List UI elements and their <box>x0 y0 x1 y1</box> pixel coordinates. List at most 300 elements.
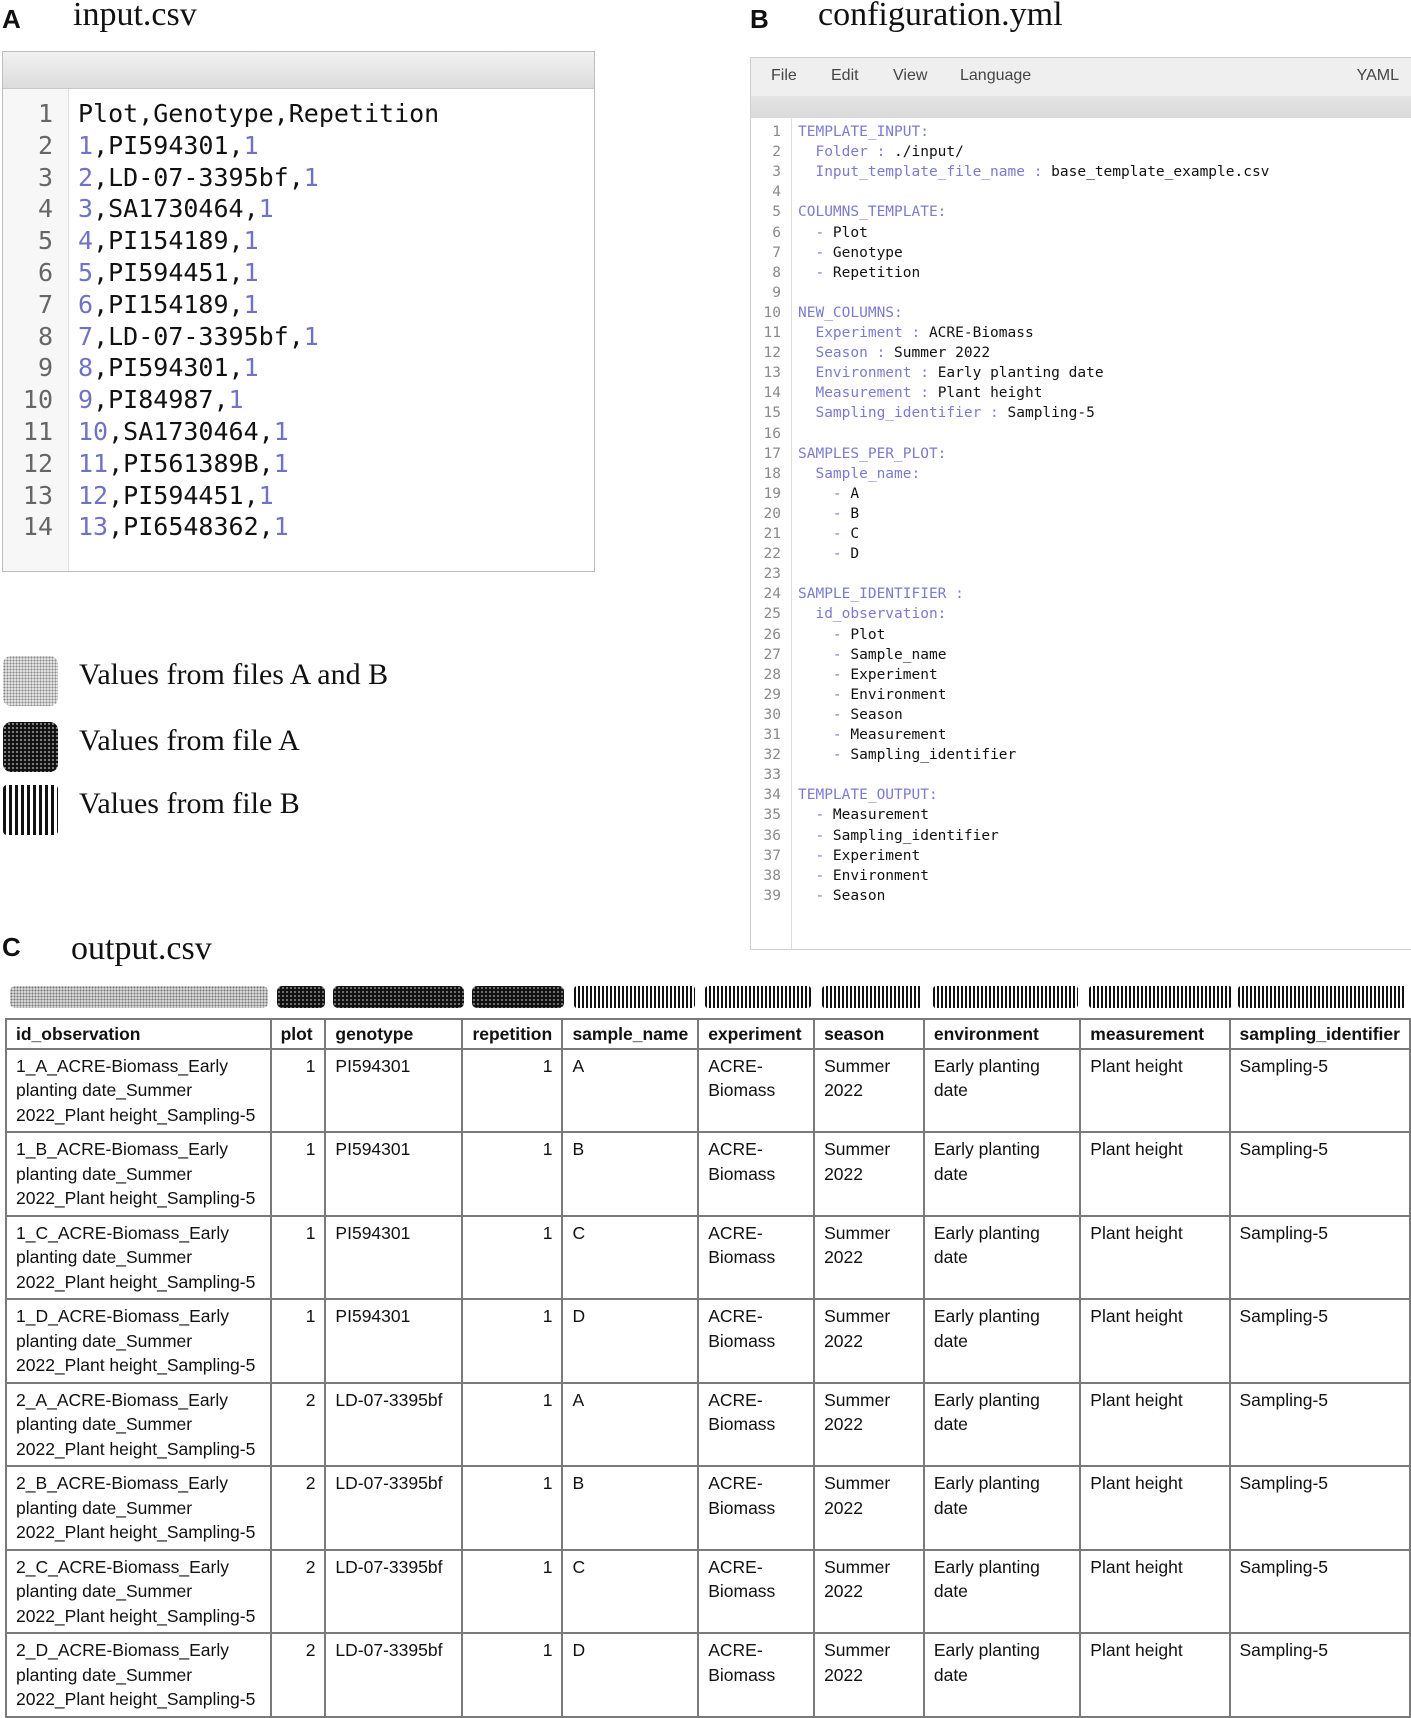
code-token: ,SA1730464, <box>108 417 274 446</box>
line-text <box>798 403 1095 423</box>
code-token: D <box>850 546 860 563</box>
line-text <box>798 484 859 504</box>
table-cell: Sampling-5 <box>1230 1466 1411 1550</box>
code-token: ACRE-Biomass <box>928 325 1034 341</box>
table-header-row <box>6 1019 1410 1049</box>
table-cell: Sampling-5 <box>1230 1550 1411 1634</box>
line-number: 5 <box>37 226 53 256</box>
code-token: Season : <box>798 345 895 362</box>
panel-c-title: output.csv <box>71 930 212 967</box>
table-cell: B <box>562 1132 698 1216</box>
code-token: - <box>798 485 851 502</box>
code-token: 1 <box>78 130 94 160</box>
code-token: Sampling_identifier <box>850 747 1017 764</box>
line-number: 19 <box>763 485 781 502</box>
table-cell: Early planting date <box>924 1132 1080 1216</box>
code-token: ,PI84987, <box>93 385 229 415</box>
code-token: 1 <box>273 417 289 446</box>
code-token: 1 <box>303 162 319 192</box>
table-cell: 1 <box>271 1049 326 1133</box>
table-cell: 1 <box>462 1466 562 1550</box>
table-cell: 1 <box>462 1550 562 1634</box>
line-text <box>798 886 885 906</box>
code-token: 8 <box>78 353 94 383</box>
line-text <box>798 243 903 263</box>
table-cell: C <box>562 1216 698 1300</box>
line-text <box>798 745 1016 765</box>
code-token: - <box>798 505 851 522</box>
line-number: 28 <box>763 666 781 683</box>
table-cell: 2_D_ACRE-Biomass_Early planting date_Summer 2022_Plant height_Sampling-5 <box>6 1633 271 1717</box>
table-cell: 1 <box>462 1049 562 1133</box>
table-row <box>6 1466 1410 1550</box>
table-cell: A <box>562 1383 698 1467</box>
line-number: 6 <box>37 258 53 287</box>
code-token: ./input/ <box>894 144 964 161</box>
line-number: 26 <box>763 626 781 643</box>
table-cell: Summer 2022 <box>814 1550 924 1634</box>
table-cell: Plant height <box>1080 1049 1229 1133</box>
line-text <box>78 288 259 322</box>
table-cell: 1_A_ACRE-Biomass_Early planting date_Summer 2022_Plant height_Sampling-5 <box>6 1049 271 1133</box>
legend-label-file-a: Values from file A <box>79 724 300 757</box>
line-text <box>798 122 929 142</box>
table-cell: Sampling-5 <box>1230 1299 1411 1383</box>
code-token: ,PI154189, <box>93 289 244 319</box>
menu-language[interactable]: Language <box>960 67 1032 84</box>
code-token: base_template_example.csv <box>1051 164 1270 181</box>
table-cell: ACRE-Biomass <box>698 1466 814 1550</box>
language-mode: YAML <box>1356 67 1399 84</box>
code-token: - <box>798 526 851 542</box>
table-cell: C <box>562 1550 698 1634</box>
code-token: Folder : <box>798 144 895 161</box>
menu-view[interactable]: View <box>893 67 928 84</box>
code-token: Summer 2022 <box>894 345 991 362</box>
line-text <box>798 665 938 685</box>
code-token: ,SA1730464, <box>93 194 259 224</box>
line-number: 22 <box>763 546 781 563</box>
line-number: 31 <box>763 727 781 743</box>
table-cell: 1 <box>462 1216 562 1300</box>
table-cell: Summer 2022 <box>814 1049 924 1133</box>
line-text <box>798 202 946 222</box>
configuration-yml-editor <box>750 57 1411 950</box>
code-token: Plant height <box>937 385 1043 402</box>
table-cell: 1 <box>271 1132 326 1216</box>
code-token: ,LD-07-3395bf, <box>93 321 304 351</box>
line-text <box>78 447 289 481</box>
line-text <box>798 826 999 846</box>
line-text <box>798 685 946 705</box>
code-token: Measurement <box>850 727 947 743</box>
table-cell: Early planting date <box>924 1550 1080 1634</box>
line-text <box>798 464 920 484</box>
table-cell: Summer 2022 <box>814 1216 924 1300</box>
table-row <box>6 1049 1410 1133</box>
line-number: 33 <box>763 767 781 784</box>
line-text <box>78 351 259 385</box>
line-text <box>78 383 244 417</box>
pattern-bar-file-b <box>574 986 695 1008</box>
table-cell: Summer 2022 <box>814 1466 924 1550</box>
line-number: 8 <box>37 321 53 351</box>
line-number: 7 <box>37 289 53 319</box>
line-number: 3 <box>772 164 781 181</box>
column-header: plot <box>271 1019 326 1049</box>
column-header: measurement <box>1080 1019 1229 1049</box>
table-cell: 1 <box>462 1383 562 1467</box>
code-token: Season <box>832 887 886 904</box>
line-text <box>798 524 859 544</box>
table-cell: Summer 2022 <box>814 1299 924 1383</box>
line-text <box>798 303 903 323</box>
line-number: 37 <box>763 847 781 864</box>
line-text <box>78 320 319 354</box>
line-number: 8 <box>772 264 781 281</box>
line-text <box>798 705 903 725</box>
legend-label-file-b: Values from file B <box>79 787 300 820</box>
table-cell: 1 <box>462 1633 562 1717</box>
code-token: Plot,Genotype,Repetition <box>78 99 440 128</box>
code-token: ,PI561389B, <box>108 448 274 478</box>
line-number: 17 <box>763 445 781 462</box>
code-token: ,LD-07-3395bf, <box>93 162 304 192</box>
panel-b-title: configuration.yml <box>818 0 1063 33</box>
line-text <box>798 142 964 162</box>
table-cell: Plant height <box>1080 1550 1229 1634</box>
line-number: 14 <box>763 385 781 402</box>
pattern-bar-file-a <box>472 986 564 1008</box>
line-text <box>798 584 964 604</box>
line-text <box>798 645 946 665</box>
code-token: - <box>798 646 851 663</box>
code-token: 9 <box>78 385 94 415</box>
panel-a-title: input.csv <box>73 0 197 33</box>
code-token: 1 <box>243 226 259 256</box>
code-token: - <box>798 626 851 643</box>
line-number: 9 <box>772 284 781 301</box>
column-header: id_observation <box>6 1019 271 1049</box>
line-text <box>78 256 259 290</box>
code-token: Environment : <box>798 365 938 382</box>
code-token: ,PI594301, <box>93 130 244 160</box>
code-token: ,PI594451, <box>93 258 244 287</box>
code-token: SAMPLES_PER_PLOT: <box>798 445 947 462</box>
code-token: C <box>850 526 860 542</box>
line-number: 14 <box>22 512 53 542</box>
table-row <box>6 1132 1410 1216</box>
line-number: 39 <box>763 887 781 904</box>
table-cell: 2 <box>271 1466 326 1550</box>
table-cell: Early planting date <box>924 1049 1080 1133</box>
table-cell: ACRE-Biomass <box>698 1383 814 1467</box>
code-token: - <box>798 827 833 844</box>
line-number: 2 <box>772 144 781 161</box>
table-cell: Early planting date <box>924 1633 1080 1717</box>
table-cell: 1 <box>271 1216 326 1300</box>
code-token: Sampling_identifier <box>832 827 999 844</box>
code-token: 6 <box>78 289 94 319</box>
input-csv-code <box>3 89 594 571</box>
line-number: 29 <box>763 686 781 703</box>
table-cell: LD-07-3395bf <box>325 1633 462 1717</box>
code-token: COLUMNS_TEMPLATE: <box>798 204 947 221</box>
code-token: - <box>798 867 833 884</box>
code-token: 10 <box>78 417 109 446</box>
code-token: - <box>798 546 851 563</box>
line-text <box>798 323 1034 343</box>
line-number: 16 <box>763 425 781 442</box>
line-number: 11 <box>22 417 53 446</box>
pattern-bar-both <box>10 986 268 1008</box>
table-cell: ACRE-Biomass <box>698 1550 814 1634</box>
table-cell: Summer 2022 <box>814 1383 924 1467</box>
table-cell: ACRE-Biomass <box>698 1132 814 1216</box>
line-number: 36 <box>763 827 781 844</box>
line-number: 1 <box>772 124 781 140</box>
line-number: 7 <box>772 244 781 261</box>
code-token: ,PI594301, <box>93 353 244 383</box>
column-header: environment <box>924 1019 1080 1049</box>
pattern-bar-file-b <box>1089 986 1232 1008</box>
code-token: Environment <box>832 867 929 884</box>
pattern-bar-file-b <box>822 986 922 1008</box>
line-number: 20 <box>763 505 781 522</box>
table-cell: Early planting date <box>924 1299 1080 1383</box>
line-text <box>78 415 289 449</box>
code-token: 1 <box>228 385 244 415</box>
output-table <box>5 1018 1411 1718</box>
line-text <box>798 846 920 866</box>
table-cell: Plant height <box>1080 1299 1229 1383</box>
code-token: 1 <box>243 130 259 160</box>
code-token: Early planting date <box>937 365 1104 382</box>
editor-toolbar <box>3 52 594 89</box>
table-cell: ACRE-Biomass <box>698 1299 814 1383</box>
table-cell: 1_B_ACRE-Biomass_Early planting date_Summer 2022_Plant height_Sampling-5 <box>6 1132 271 1216</box>
pattern-bar-file-a <box>333 986 464 1008</box>
code-token: Environment <box>850 686 947 703</box>
code-token: ,PI154189, <box>93 226 244 256</box>
line-text <box>798 162 1269 182</box>
code-token: - <box>798 264 833 281</box>
table-cell: Sampling-5 <box>1230 1216 1411 1300</box>
table-cell: Summer 2022 <box>814 1633 924 1717</box>
table-row <box>6 1633 1410 1717</box>
code-token: 1 <box>243 289 259 319</box>
code-token: Measurement : <box>798 385 938 402</box>
line-number: 13 <box>763 365 781 382</box>
line-text <box>78 510 289 544</box>
table-cell: 2_C_ACRE-Biomass_Early planting date_Summer 2022_Plant height_Sampling-5 <box>6 1550 271 1634</box>
table-cell: Early planting date <box>924 1216 1080 1300</box>
code-token: Sample_name: <box>798 465 921 482</box>
table-cell: LD-07-3395bf <box>325 1383 462 1467</box>
code-token: Sampling-5 <box>1007 405 1095 422</box>
line-number: 12 <box>763 345 781 362</box>
code-token: 12 <box>78 480 109 510</box>
code-token: 1 <box>258 480 274 510</box>
line-number: 1 <box>37 99 53 128</box>
code-token: NEW_COLUMNS: <box>798 304 903 321</box>
pattern-bar-file-b <box>1238 986 1406 1008</box>
code-token: 13 <box>78 512 109 542</box>
line-text <box>798 383 1042 403</box>
code-token: - <box>798 666 851 683</box>
line-number: 21 <box>763 526 781 542</box>
table-cell: Plant height <box>1080 1132 1229 1216</box>
code-token: A <box>850 485 860 502</box>
line-number: 6 <box>772 224 781 241</box>
code-token: 1 <box>273 448 289 478</box>
line-number: 4 <box>37 194 53 224</box>
line-text <box>798 544 859 564</box>
line-text <box>798 725 946 745</box>
code-token: 7 <box>78 321 94 351</box>
table-row <box>6 1216 1410 1300</box>
table-body <box>6 1049 1410 1717</box>
panel-b-label: B <box>750 4 769 34</box>
code-token: TEMPLATE_INPUT: <box>798 124 929 140</box>
code-token: 5 <box>78 258 94 287</box>
line-number: 24 <box>763 586 781 603</box>
panel-a-label: A <box>2 4 21 34</box>
table-row <box>6 1299 1410 1383</box>
line-number: 32 <box>763 747 781 764</box>
pattern-stripe-swatch <box>3 785 58 835</box>
code-token: Experiment <box>850 666 938 683</box>
table-cell: A <box>562 1049 698 1133</box>
code-token: Repetition <box>832 264 921 281</box>
column-header: experiment <box>698 1019 814 1049</box>
code-token: Plot <box>850 626 886 643</box>
pattern-light-swatch <box>3 656 58 706</box>
column-header: sample_name <box>562 1019 698 1049</box>
code-token: - <box>798 224 833 241</box>
line-text <box>798 444 946 464</box>
code-token: - <box>798 847 833 864</box>
table-cell: 2_A_ACRE-Biomass_Early planting date_Summer 2022_Plant height_Sampling-5 <box>6 1383 271 1467</box>
pattern-dark-swatch <box>3 722 58 772</box>
panel-c-label: C <box>2 932 21 962</box>
line-number: 15 <box>763 405 781 422</box>
line-text <box>78 129 259 163</box>
table-row <box>6 1550 1410 1634</box>
legend-label-both: Values from files A and B <box>79 658 389 691</box>
table-cell: Sampling-5 <box>1230 1633 1411 1717</box>
code-token: Genotype <box>832 244 903 261</box>
table-row <box>6 1383 1410 1467</box>
pattern-bar-file-b <box>933 986 1078 1008</box>
line-number: 38 <box>763 867 781 884</box>
line-text <box>78 224 259 258</box>
code-token: - <box>798 727 851 743</box>
pattern-bar-file-a <box>277 986 325 1008</box>
line-number: 34 <box>763 787 781 804</box>
table-cell: PI594301 <box>325 1216 462 1300</box>
code-token: - <box>798 706 851 723</box>
code-token: 1 <box>243 258 259 287</box>
table-cell: LD-07-3395bf <box>325 1466 462 1550</box>
code-token: SAMPLE_IDENTIFIER : <box>798 586 964 603</box>
table-cell: PI594301 <box>325 1132 462 1216</box>
menu-edit[interactable]: Edit <box>831 67 859 84</box>
table-cell: 2_B_ACRE-Biomass_Early planting date_Summer 2022_Plant height_Sampling-5 <box>6 1466 271 1550</box>
line-text <box>798 263 920 283</box>
table-cell: LD-07-3395bf <box>325 1550 462 1634</box>
table-cell: Plant height <box>1080 1633 1229 1717</box>
table-cell: Early planting date <box>924 1383 1080 1467</box>
code-token: Sampling_identifier : <box>798 405 1008 422</box>
line-text <box>798 223 868 243</box>
table-cell: 1_C_ACRE-Biomass_Early planting date_Summer 2022_Plant height_Sampling-5 <box>6 1216 271 1300</box>
table-cell: 1_D_ACRE-Biomass_Early planting date_Summer 2022_Plant height_Sampling-5 <box>6 1299 271 1383</box>
table-cell: 2 <box>271 1383 326 1467</box>
column-header: season <box>814 1019 924 1049</box>
table-cell: ACRE-Biomass <box>698 1049 814 1133</box>
code-token: Experiment : <box>798 325 929 341</box>
table-cell: ACRE-Biomass <box>698 1633 814 1717</box>
line-number: 30 <box>763 706 781 723</box>
pattern-bar-file-b <box>705 986 811 1008</box>
line-text <box>798 805 929 825</box>
line-number: 4 <box>772 184 781 201</box>
table-cell: Early planting date <box>924 1466 1080 1550</box>
table-cell: Sampling-5 <box>1230 1383 1411 1467</box>
table-cell: Sampling-5 <box>1230 1049 1411 1133</box>
menu-file[interactable]: File <box>771 67 797 84</box>
line-number: 35 <box>763 807 781 824</box>
table-cell: B <box>562 1466 698 1550</box>
line-number: 11 <box>763 325 781 341</box>
line-text <box>798 604 946 624</box>
line-number: 10 <box>22 385 53 415</box>
editor-toolbar <box>751 96 1411 118</box>
table-cell: PI594301 <box>325 1299 462 1383</box>
line-number: 9 <box>37 353 53 383</box>
line-number: 10 <box>763 304 781 321</box>
line-text <box>798 625 885 645</box>
table-cell: 1 <box>462 1299 562 1383</box>
line-text <box>798 866 929 886</box>
code-token: Experiment <box>832 847 921 864</box>
code-token: id_observation: <box>798 606 947 623</box>
code-token: ,PI6548362, <box>108 512 274 542</box>
line-text <box>798 363 1104 383</box>
line-text <box>78 192 274 226</box>
line-text <box>798 504 859 524</box>
table-cell: Plant height <box>1080 1466 1229 1550</box>
code-token: ,PI594451, <box>108 480 259 510</box>
line-number: 18 <box>763 465 781 482</box>
line-number: 2 <box>37 130 53 160</box>
line-text <box>798 785 938 805</box>
code-token: - <box>798 747 851 764</box>
table-cell: 2 <box>271 1550 326 1634</box>
line-number: 12 <box>22 448 53 478</box>
code-token: Sample_name <box>850 646 947 663</box>
code-token: 1 <box>243 353 259 383</box>
editor-menubar <box>751 58 1411 96</box>
line-text <box>78 479 274 513</box>
input-csv-editor <box>2 51 595 572</box>
table-cell: 1 <box>271 1299 326 1383</box>
line-text <box>798 343 990 363</box>
column-header: genotype <box>325 1019 462 1049</box>
configuration-code <box>751 122 1411 949</box>
column-header: repetition <box>462 1019 562 1049</box>
